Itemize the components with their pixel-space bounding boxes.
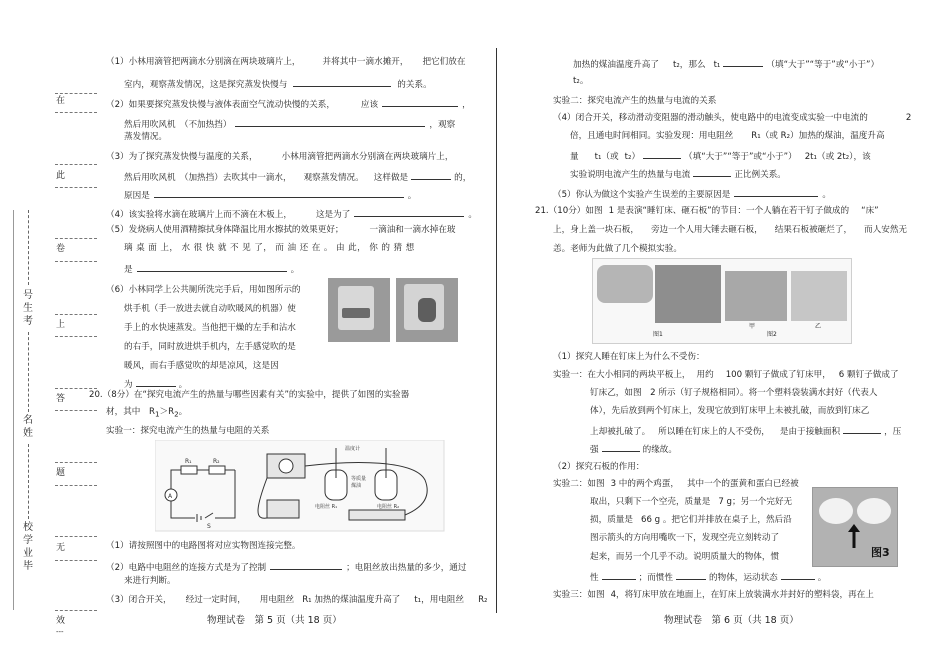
answer-blank[interactable] [602,442,640,452]
q21-exp2: 取出，只剩下一个空壳，质量是 7 g；另一个完好无 [590,497,793,507]
seal-line [55,112,97,113]
q21-exp1: 体），先后放到两个钉床上，发现它放到钉床甲上未被扎破，而放到钉床乙 [590,406,870,416]
q20-1: （1）请按照图中的电路图将对应实物图连接完整。 [106,541,301,551]
info-label: 考 [23,316,33,327]
answer-blank[interactable] [154,188,404,198]
info-label: 号 [23,290,33,301]
answer-blank[interactable] [137,262,287,272]
seal-line [55,485,97,486]
kerosene-label: 煤油 [351,483,362,489]
r2-label: R₂ [213,458,220,465]
seal-line [55,410,97,411]
hand-dryer-photo-right [396,278,458,342]
page-footer-right: 物理试卷 第 6 页（共 18 页） [664,615,799,626]
r2-wire-label: 电阻丝 R₂ [377,504,400,510]
q19-6-line: （6）小林同学上公共厕所洗完手后，用如图所示的 [106,285,301,295]
q19-2-line: 蒸发情况。 [124,132,167,142]
answer-blank[interactable] [693,167,731,177]
q19-5-line: （5）发烧病人使用酒精擦拭身体降温比用水擦拭的效果更好； 一滴油和一滴水掉在玻 [106,225,456,235]
q19-5-line: 璃 桌 面 上， 水 很 快 就 不 见 了， 而 油 还 在 。 由 此， 你 的 猜 想 [124,243,415,253]
seal-word: 在 [56,96,66,106]
answer-blank[interactable] [643,149,681,159]
seal-ellipsis: --- [56,628,64,636]
seal-word: 效 [56,616,66,626]
fig1-caption: 图1 [653,331,663,338]
info-label: 学 [23,535,33,546]
switch-label: S [207,523,211,530]
info-line [28,332,29,412]
q21-exp2: 起来，而另一个几乎不动。说明质量大的物体，惯 [590,552,780,562]
q20-2: （2）电路中电阻丝的连接方式是为了控制 ；电阻丝放出热量的多少，通过 [106,560,466,573]
q20-4: 倍，且通电时间相同。实验发现：用电阻丝 R₁（或 R₂）加热的煤油，温度升高 [570,131,885,141]
seal-line [55,462,97,463]
seal-line [55,187,97,188]
info-line [28,210,29,285]
answer-blank[interactable] [136,377,176,387]
seal-word: 此 [56,171,66,181]
fig-jia-caption: 甲 [749,323,756,330]
q20-2: 来进行判断。 [124,576,176,586]
q19-1-line: （1）小林用滴管把两滴水分别滴在两块玻璃片上， 并将其中一滴水摊开， 把它们放在 [106,57,466,67]
answer-blank[interactable] [723,57,763,67]
r1-label: R₁ [185,458,192,465]
seal-word: 答 [56,394,66,404]
experiment-1-title: 实验一：探究电流产生的热量与电阻的关系 [106,426,270,436]
r1-wire-label: 电阻丝 R₁ [315,504,338,510]
answer-blank[interactable] [382,97,458,107]
seal-line [55,336,97,337]
info-label: 姓 [23,428,33,439]
figure-3-eggs [812,487,898,567]
seal-line [55,536,97,537]
info-label: 生 [23,303,33,314]
q19-6-line: 为 。 [106,376,301,395]
seal-line [55,314,97,315]
q19-4-line: （4）该实验将水滴在玻璃片上而不滴在木板上， 这是为了 。 [106,207,477,220]
q19-5-line: 是 。 [124,262,299,275]
info-label: 校 [23,522,33,533]
q21-exp2: 损，质量是 66 g 。把它们并排放在桌子上，然后沿 [590,515,792,525]
thermometer-label: 温度计 [345,446,361,452]
answer-blank[interactable] [411,170,451,180]
q21-exp1: 钉床乙，如图 2 所示（钉子规格相同）。将一个塑料袋装满水封好（代表人 [590,388,878,398]
seal-line [55,610,97,611]
q20-4: 实验说明电流产生的热量与电流 正比例关系。 [570,167,786,180]
answer-blank[interactable] [734,187,818,197]
q19-2-line: （2）如果要探究蒸发快慢与液体表面空气流动快慢的关系， 应该 ， [106,97,471,110]
seal-line [55,164,97,165]
equal-mass-label: 等质量 [351,476,367,482]
q21-exp2: 图示箭头的方向用嘴吹一下，发现空壳立刻转动了 [590,533,780,543]
fig-yi-caption: 乙 [815,323,822,330]
q21-exp2: 性 ；而惯性 的物体，运动状态 。 [590,570,826,583]
seal-word: 无 [56,543,66,553]
q21-stem: 恙。老师为此做了几个模拟实验。 [553,244,682,254]
hand-dryer-photo-left [328,278,390,342]
answer-blank[interactable] [293,77,391,87]
answer-blank[interactable] [354,207,464,217]
info-label: 业 [23,548,33,559]
q20-stem: 20.（8分）在“探究电流产生的热量与哪些因素有关”的实验中，提供了如图的实验器 [89,390,410,400]
info-label: 名 [23,415,33,426]
info-line [28,444,29,519]
q19-6-line: 手上的水快速蒸发。当他把干燥的左手和沾水 [124,323,296,333]
q21-1: （1）探究人睡在钉床上为什么不受伤： [553,352,705,362]
binding-edge [13,210,14,610]
info-label: 毕 [23,561,33,572]
q19-3-line: 然后用吹风机 （加热挡）去吹其中一滴水， 观察蒸发情况。 这样做是 的， [124,170,471,183]
seal-word: 题 [56,468,66,478]
fig2-caption: 图2 [767,331,777,338]
answer-blank[interactable] [676,570,706,580]
q20-3: （3）闭合开关， 经过一定时间， 用电阻丝 R₁ 加热的煤油温度升高了 t₁，用电阻丝 R₂ [106,595,488,605]
q20-4: （4）闭合开关，移动滑动变阻器的滑动触头，使电路中的电流变成实验一中电流的 2 [553,113,912,123]
seal-word: 上 [56,320,66,330]
figure-1-2 [592,258,852,344]
q21-stem: 上，身上盖一块石板， 旁边一个人用大锤去砸石板， 结果石板被砸烂了， 而人安然无 [553,225,908,235]
circuit-diagram [155,440,445,532]
seal-line [55,388,97,389]
fig2-nailbed-a [725,271,787,321]
fig1-photo-b [655,265,721,323]
ammeter-label: A [168,493,173,500]
seal-line [55,238,97,239]
q21-stem: 21.（10分）如图 1 是表演“睡钉床、砸石板”的节目：一个人躺在若干钉子做成的 “床” [535,206,879,216]
q19-6-block [106,281,301,395]
q19-3-line: 原因是 。 [124,188,416,201]
q19-1-line: 室内，观察蒸发情况，这是探究蒸发快慢与 的关系。 [124,77,432,90]
q20-4: 量 t₁（或 t₂） （填“大于”“等于”或“小于”） 2t₁（或 2t₂），该 [570,149,871,162]
seal-line [55,261,97,262]
q19-6-line: 的右手，同时放进烘手机内，左手感觉吹的是 [124,342,296,352]
q21-exp1: 强 的缘故。 [590,442,677,455]
q19-3-line: （3）为了探究蒸发快慢与温度的关系， 小林用滴管把两滴水分别滴在两块玻璃片上， [106,152,454,162]
q21-exp1: 上却被扎破了。 所以睡在钉床上的人不受伤， 是由于接触面积 ，压 [590,424,901,437]
q21-2: （2）探究石板的作用： [553,462,645,472]
q19-2-line: 然后用吹风机 （不加热挡） ，观察 [124,117,455,130]
seal-line [55,93,97,94]
answer-blank[interactable] [235,117,425,127]
fig2-nailbed-b [791,271,847,321]
answer-blank[interactable] [781,570,815,580]
answer-blank[interactable] [270,560,342,570]
answer-blank[interactable] [843,424,881,434]
q19-6-line: 暖风，而右手感觉吹的却是凉风，这是因 [124,361,279,371]
q20-3-continued: 加热的煤油温度升高了 t₂，那么 t₁ （填“大于”“等于”或“小于”） [573,57,879,70]
q20-3-continued: t₂。 [573,76,589,86]
fig3-caption: 图3 [871,546,890,559]
seal-line [55,560,97,561]
q21-exp1: 实验一：在大小相同的两块平板上， 用约 100 颗钉子做成了钉床甲， 6 颗钉子做成了 [553,370,899,380]
seal-word: 卷 [56,244,66,254]
q20-stem: 材，其中 $R_1>R_2$。 [106,407,188,419]
fig1-photo-a [597,265,653,303]
q19-6-line: 烘手机（手一放进去就自动吹暖风的机器）使 [124,304,296,314]
q21-exp2: 实验二：如图 3 中的两个鸡蛋， 其中一个的蛋黄和蛋白已经被 [553,479,799,489]
q21-exp3: 实验三：如图 4，将钉床甲放在地面上，在钉床上放装满水并封好的塑料袋，再在上 [553,590,874,600]
answer-blank[interactable] [602,570,636,580]
q20-5: （5）你认为做这个实验产生误差的主要原因是 。 [553,187,831,200]
experiment-2-title: 实验二：探究电流产生的热量与电流的关系 [553,96,717,106]
page-divider [496,48,497,613]
page-footer-left: 物理试卷 第 5 页（共 18 页） [207,615,342,626]
